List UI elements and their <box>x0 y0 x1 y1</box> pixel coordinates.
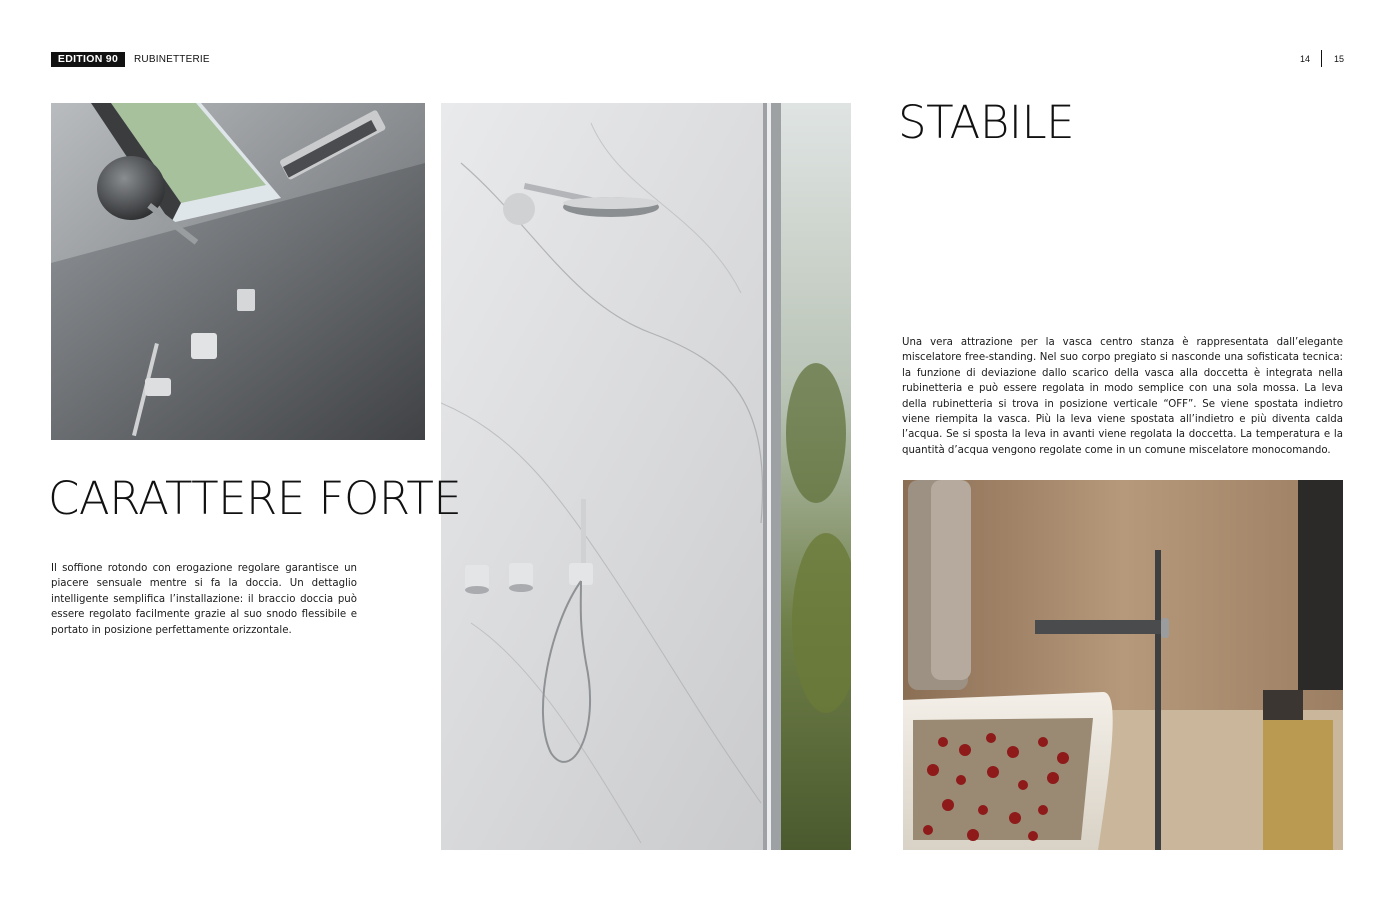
right-title: STABILE <box>898 96 1075 149</box>
edition-badge: EDITION 90 <box>51 52 125 67</box>
section-label: RUBINETTERIE <box>134 54 210 65</box>
left-title: CARATTERE FORTE <box>48 472 462 525</box>
left-paragraph: Il soffione rotondo con erogazione regolare garantisce un piacere sensuale mentre si fa la doccia. Un dettaglio intelligente semplifica l’installazione: il braccio doccia può essere regolato facilmente grazie al suo snodo flessibile e portato in posizione perfettamente orizzontale. <box>51 563 357 636</box>
page-number-divider <box>1321 50 1322 67</box>
freestanding-tub-photo <box>903 480 1343 850</box>
page-number-right: 15 <box>1334 54 1345 64</box>
marble-shower-photo <box>441 103 851 850</box>
shower-set-photo <box>51 103 425 440</box>
right-paragraph: Una vera attrazione per la vasca centro stanza è rappresentata dall’elegante miscelatore free-standing. Nel suo corpo pregiato si nasconde una sofisticata tecnica: la funzione di deviazione dallo scarico della vasca alla doccetta è integrata nella rubinetteria e può essere regolata in modo semplice con una sola mossa. La leva della rubinetteria si trova in posizione verticale “OFF”. Se viene spostata indietro viene riempita la vasca. Più la leva viene spostata all’indietro e più diventa calda l’acqua. Se si sposta la leva in avanti viene regolata la doccetta. La temperatura e la quantità d’acqua vengono regolate come in un comune miscelatore monocomando. <box>902 337 1343 456</box>
page-number-left: 14 <box>1300 54 1311 64</box>
